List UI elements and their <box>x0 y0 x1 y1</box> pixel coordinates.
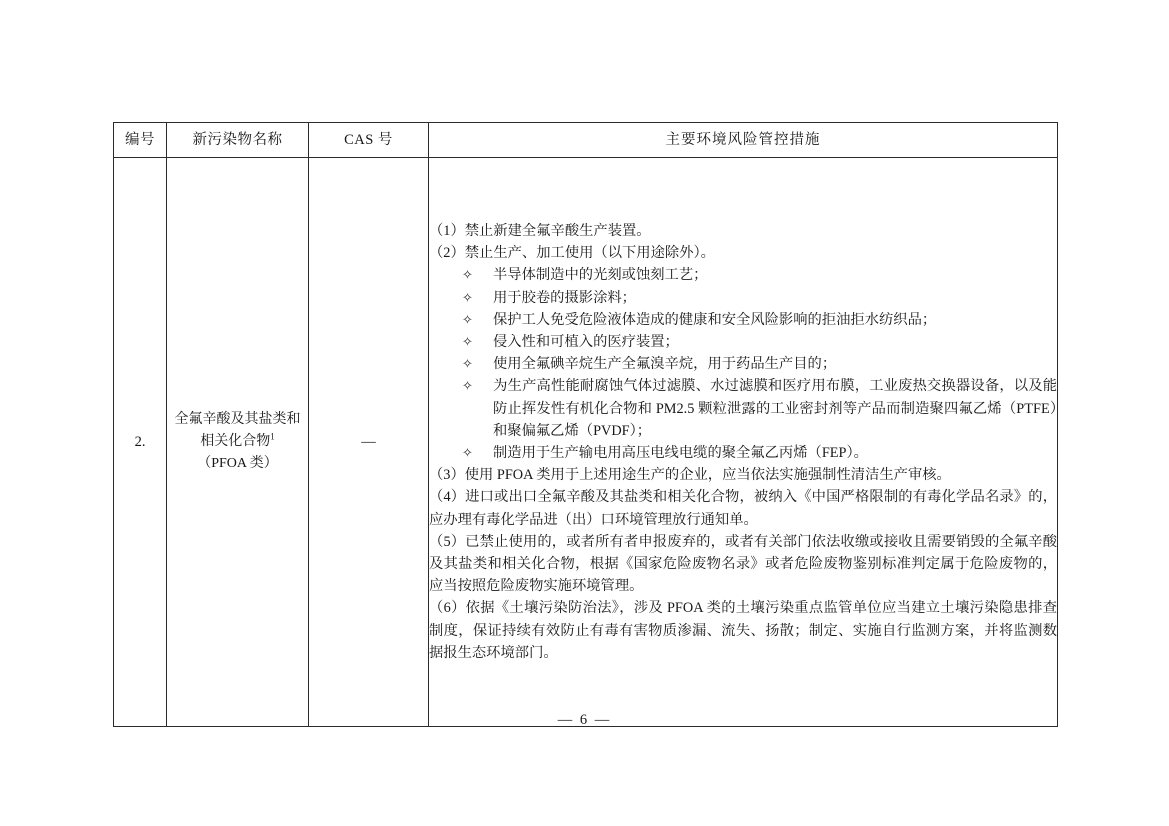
diamond-bullet-icon: ✧ <box>462 289 473 305</box>
diamond-bullet-icon: ✧ <box>462 445 473 460</box>
measure-item-6: （6）依据《土壤污染防治法》，涉及 PFOA 类的土壤污染重点监管单位应当建立土壤污染隐患排查制度，保证持续有效防止有毒有害物质渗漏、流失、扬散；制定、实施自行监测方案，并将监测数据报生态环境部门。 <box>429 600 1057 661</box>
measure-item-5: （5）已禁止使用的，或者所有者申报废弃的，或者有关部门依法收缴或接收且需要销毁的全氟辛酸及其盐类和相关化合物，根据《国家危险废物名录》或者危险废物鉴别标准判定属于危险废物的，应当按照危险废物实施环境管理。 <box>429 533 1057 595</box>
pollutant-name-line-2: 相关化合物 <box>200 434 271 449</box>
list-item <box>429 331 1057 353</box>
footnote-marker: 1 <box>270 431 275 442</box>
diamond-bullet-icon: ✧ <box>462 378 473 394</box>
cell-row-number: 2. <box>114 158 167 727</box>
table-header-row <box>114 123 1058 158</box>
list-item-text: 为生产高性能耐腐蚀气体过滤膜、水过滤膜和医疗用布膜，工业废热交换器设备，以及能防止挥发性有机化合物和 PM2.5 颗粒泄露的工业密封剂等产品而制造聚四氟乙烯（PTFE）和聚偏氟乙烯（PVDF）； <box>493 378 1057 439</box>
list-item <box>429 375 1057 442</box>
list-item-text: 制造用于生产输电用高压电线电缆的聚全氟乙丙烯（FEP）。 <box>493 445 868 461</box>
pollutant-name-line-1: 全氟辛酸及其盐类和 <box>174 412 301 427</box>
table-row <box>114 158 1058 727</box>
list-item-text: 保护工人免受危险液体造成的健康和安全风险影响的拒油拒水纺织品； <box>493 311 937 328</box>
measure-item-3: （3）使用 PFOA 类用于上述用途生产的企业，应当依法实施强制性清洁生产审核。 <box>429 467 951 484</box>
column-header-name: 新污染物名称 <box>167 123 309 158</box>
column-header-no: 编号 <box>114 123 167 158</box>
diamond-bullet-icon: ✧ <box>462 333 473 349</box>
list-item-text: 使用全氟碘辛烷生产全氟溴辛烷，用于药品生产目的； <box>493 356 837 373</box>
cell-cas-number: — <box>309 158 429 727</box>
measures-body <box>429 220 1057 664</box>
diamond-bullet-icon: ✧ <box>462 267 473 283</box>
diamond-bullet-icon: ✧ <box>462 311 473 327</box>
pollutant-risk-control-table <box>113 122 1058 727</box>
cell-risk-control-measures <box>429 158 1058 727</box>
list-item <box>429 442 1057 464</box>
list-item-text: 半导体制造中的光刻或蚀刻工艺； <box>493 267 708 284</box>
diamond-bullet-icon: ✧ <box>462 356 473 372</box>
measure-item-4: （4）进口或出口全氟辛酸及其盐类和相关化合物，被纳入《中国严格限制的有毒化学品名录》的，应办理有毒化学品进（出）口环境管理放行通知单。 <box>429 489 1057 528</box>
page-number-footer: — 6 — <box>557 712 612 728</box>
list-item-text: 用于胶卷的摄影涂料； <box>493 289 636 306</box>
list-item <box>429 264 1057 286</box>
exempted-uses-list <box>429 264 1057 464</box>
list-item <box>429 309 1057 331</box>
list-item-text: 侵入性和可植入的医疗装置； <box>493 333 679 350</box>
column-header-cas: CAS 号 <box>309 123 429 158</box>
measure-item-2: （2）禁止生产、加工使用（以下用途除外）。 <box>429 245 715 262</box>
cell-pollutant-name <box>167 158 309 727</box>
column-header-measures: 主要环境风险管控措施 <box>429 123 1058 158</box>
pollutant-name-line-3: （PFOA 类） <box>197 456 278 471</box>
measure-item-1: （1）禁止新建全氟辛酸生产装置。 <box>429 222 651 239</box>
list-item <box>429 353 1057 375</box>
list-item <box>429 287 1057 309</box>
